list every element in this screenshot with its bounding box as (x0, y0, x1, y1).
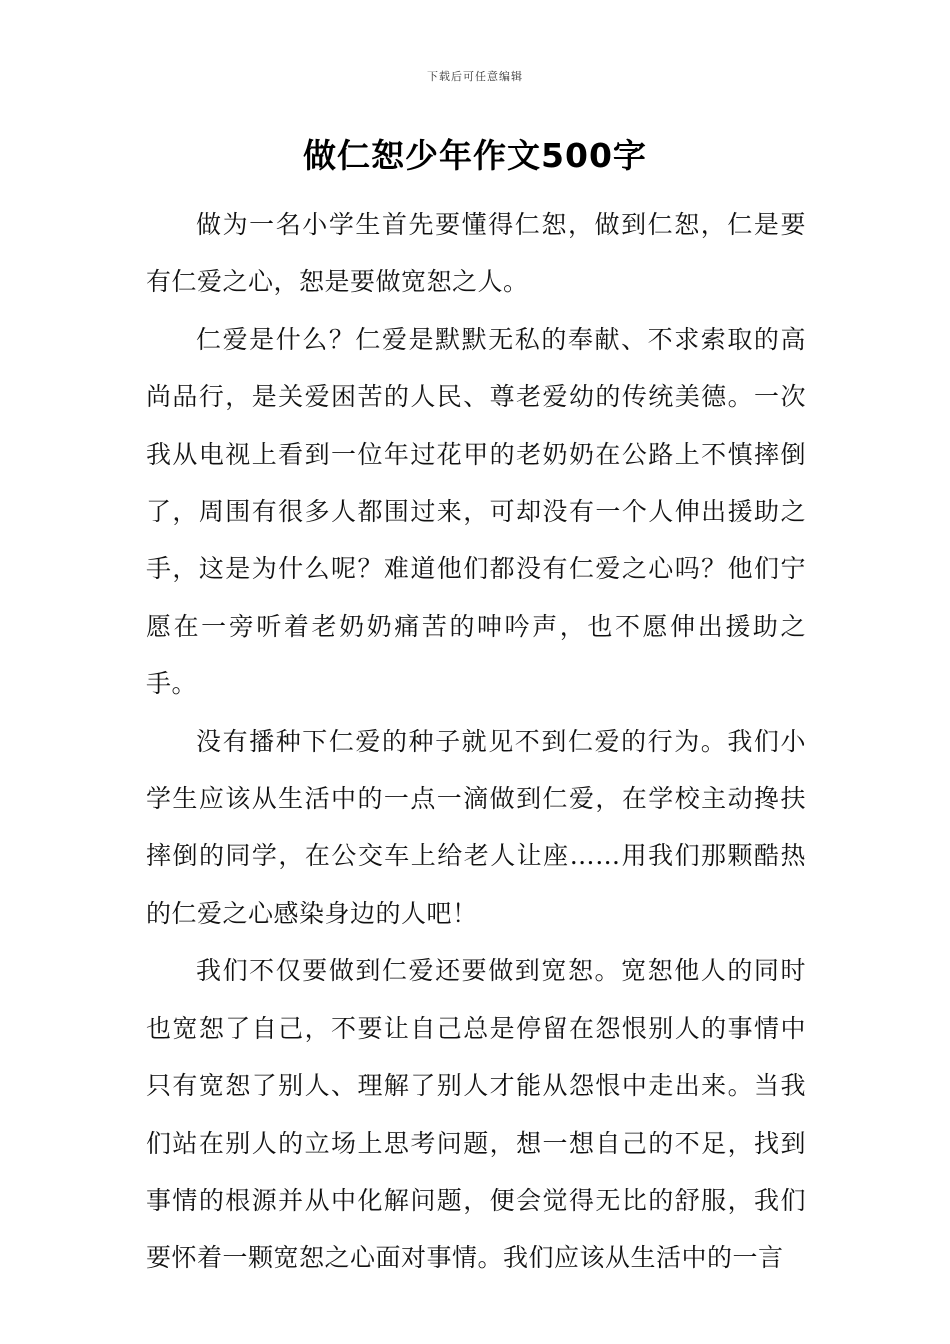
header-note: 下载后可任意编辑 (427, 70, 523, 83)
paragraph: 我们不仅要做到仁爱还要做到宽恕。宽恕他人的同时也宽恕了自己，不要让自己总是停留在怨恨别人的事情中只有宽恕了别人、理解了别人才能从怨恨中走出来。当我们站在别人的立场上思考问题，想一想自己的不足，找到事情的根源并从中化解问题，便会觉得无比的舒服，我们要怀着一颗宽恕之心面对事情。我们应该从生活中的一言 (146, 956, 806, 1273)
paragraph: 没有播种下仁爱的种子就见不到仁爱的行为。我们小学生应该从生活中的一点一滴做到仁爱，在学校主动搀扶摔倒的同学，在公交车上给老人让座……用我们那颗酷热的仁爱之心感染身边的人吧！ (146, 726, 806, 928)
paragraph: 仁爱是什么？仁爱是默默无私的奉献、不求索取的高尚品行，是关爱困苦的人民、尊老爱幼的传统美德。一次我从电视上看到一位年过花甲的老奶奶在公路上不慎摔倒了，周围有很多人都围过来，可却没有一个人伸出援助之手，这是为什么呢？难道他们都没有仁爱之心吗？他们宁愿在一旁听着老奶奶痛苦的呻吟声，也不愿伸出援助之手。 (146, 324, 806, 699)
document-body (146, 196, 806, 1287)
document-title: 做仁恕少年作文500字 (303, 136, 647, 175)
paragraph: 做为一名小学生首先要懂得仁恕，做到仁恕，仁是要有仁爱之心，恕是要做宽恕之人。 (146, 210, 806, 297)
